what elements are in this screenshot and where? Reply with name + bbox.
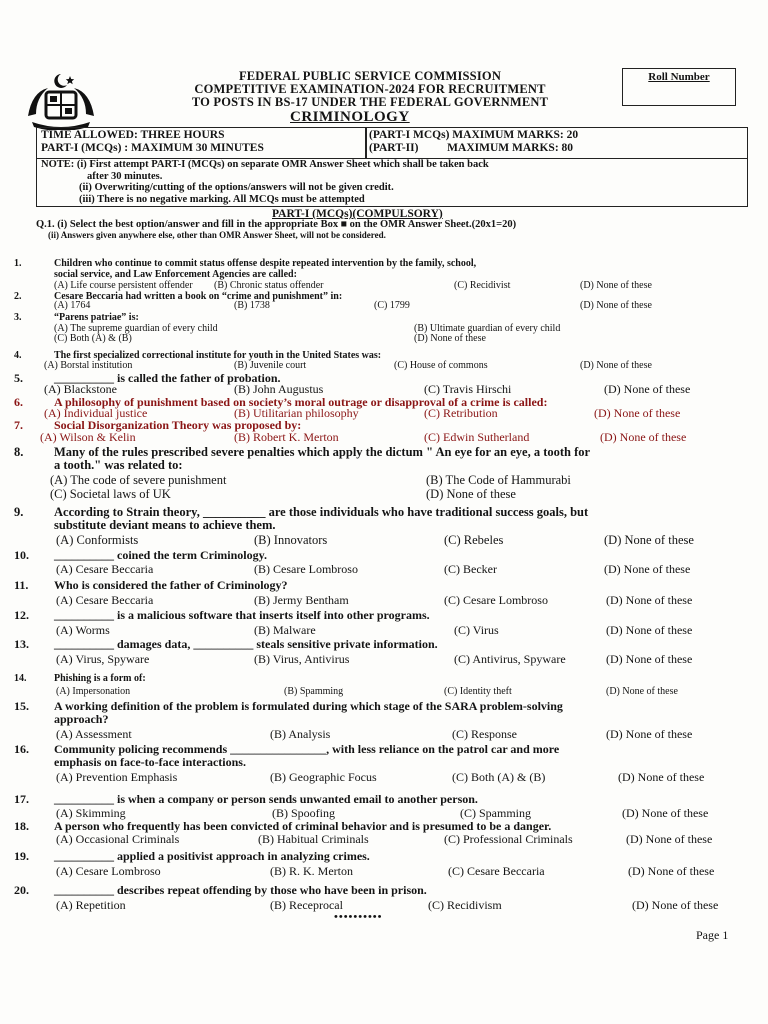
question-stem-line: Children who continue to commit status offense despite repeated intervention by the family, school, — [54, 258, 477, 269]
option-b: (B) Ultimate guardian of every child — [414, 323, 561, 334]
option-d: (D) None of these — [618, 770, 705, 784]
page-number: Page 1 — [696, 928, 729, 942]
option-a: (A) Prevention Emphasis — [56, 770, 178, 784]
question-number: 2. — [14, 291, 22, 302]
question-stem-line: The first specialized correctional institute for youth in the United States was: — [54, 350, 382, 361]
question-stem-line: Many of the rules prescribed severe penalties which apply the dictum " An eye for an eye, a tooth for — [54, 445, 591, 459]
time-allowed: TIME ALLOWED: THREE HOURS — [41, 129, 225, 141]
option-d: (D) None of these — [580, 280, 652, 291]
header-line-3: TO POSTS IN BS-17 UNDER THE FEDERAL GOVERNMENT — [191, 95, 549, 109]
question-stem — [54, 884, 759, 897]
question-number: 18. — [14, 819, 29, 833]
question-stem-line: Community policing recommends ________________, with less reliance on the patrol car and more — [54, 742, 560, 756]
option-a: (A) Impersonation — [56, 686, 131, 697]
option-b: (B) Juvenile court — [234, 360, 307, 371]
option-b: (B) Spamming — [284, 686, 344, 697]
question-stem-line: emphasis on face-to-face interactions. — [54, 755, 246, 769]
option-a: (A) Blackstone — [44, 382, 117, 396]
commission-header — [130, 70, 610, 109]
option-a: (A) Cesare Lombroso — [56, 864, 161, 878]
question-stem-line: A philosophy of punishment based on society’s moral outrage or disapproval of a crime is called: — [54, 395, 548, 409]
option-b: (B) Spoofing — [272, 806, 335, 820]
question-stem-line: __________ is when a company or person sends unwanted email to another person. — [54, 792, 478, 806]
option-c: (C) Rebeles — [444, 533, 504, 547]
option-b: (B) Chronic status offender — [214, 280, 324, 291]
option-d: (D) None of these — [426, 487, 516, 501]
question-stem-line: __________ coined the term Criminology. — [54, 548, 267, 562]
question-stem-line: Social Disorganization Theory was proposed by: — [54, 418, 302, 432]
option-d: (D) None of these — [632, 898, 719, 912]
option-a: (A) The code of severe punishment — [50, 473, 227, 487]
question-stem-line: “Parens patriae” is: — [54, 312, 139, 323]
question-stem-line: __________ applied a positivist approach in analyzing crimes. — [54, 849, 370, 863]
subject-title: CRIMINOLOGY — [290, 109, 410, 125]
question-stem — [54, 549, 759, 562]
exam-info-box — [36, 127, 748, 207]
option-b: (B) 1738 — [234, 300, 270, 311]
option-a: (A) Individual justice — [44, 406, 148, 420]
question-number: 17. — [14, 792, 29, 806]
question-number: 12. — [14, 608, 29, 622]
question-stem — [54, 258, 759, 280]
question-stem — [54, 743, 759, 769]
option-d: (D) None of these — [604, 533, 694, 547]
option-d: (D) None of these — [628, 864, 715, 878]
question-number: 15. — [14, 699, 29, 713]
option-c: (C) Recidivist — [454, 280, 511, 291]
question-number: 9. — [14, 505, 24, 519]
part2-marks: (PART-II) MAXIMUM MARKS: 80 — [369, 142, 574, 154]
header-line-2: COMPETITIVE EXAMINATION-2024 FOR RECRUITMENT — [194, 82, 546, 96]
q1-instructions — [36, 216, 756, 241]
question-stem-line: Cesare Beccaria had written a book on “crime and punishment” in: — [54, 291, 343, 302]
question-stem — [54, 700, 759, 726]
question-stem-line: Who is considered the father of Criminology? — [54, 578, 288, 592]
option-c: (C) Identity theft — [444, 686, 512, 697]
q1-line-2: (ii) Answers given anywhere else, other than OMR Answer Sheet, will not be considered. — [48, 230, 386, 240]
question-number: 14. — [14, 673, 27, 684]
question-number: 8. — [14, 445, 24, 459]
option-a: (A) Repetition — [56, 898, 126, 912]
option-b: (B) Analysis — [270, 727, 331, 741]
option-d: (D) None of these — [606, 727, 693, 741]
question-stem-line: __________ is a malicious software that inserts itself into other programs. — [54, 608, 430, 622]
question-stem — [54, 850, 759, 863]
option-a: (A) Occasional Criminals — [56, 832, 180, 846]
option-a: (A) Cesare Beccaria — [56, 593, 154, 607]
question-stem-line: a tooth." was related to: — [54, 458, 183, 472]
option-b: (B) Habitual Criminals — [258, 832, 369, 846]
option-b: (B) The Code of Hammurabi — [426, 473, 571, 487]
question-stem-line: A working definition of the problem is formulated during which stage of the SARA problem-solving — [54, 699, 563, 713]
part1-marks: (PART-I MCQs) MAXIMUM MARKS: 20 — [369, 129, 579, 141]
option-b: (B) Robert K. Merton — [234, 430, 339, 444]
option-b: (B) R. K. Merton — [270, 864, 353, 878]
question-stem — [54, 446, 759, 472]
question-number: 11. — [14, 578, 29, 592]
option-d: (D) None of these — [604, 562, 691, 576]
option-c: (C) Both (A) & (B) — [54, 333, 132, 344]
question-number: 16. — [14, 742, 29, 756]
part1-time: PART-I (MCQs) : MAXIMUM 30 MINUTES — [41, 142, 264, 154]
option-d: (D) None of these — [622, 806, 709, 820]
option-c: (C) Spamming — [460, 806, 531, 820]
option-c: (C) Cesare Lombroso — [444, 593, 548, 607]
option-b: (B) Jermy Bentham — [254, 593, 349, 607]
question-number: 20. — [14, 883, 29, 897]
question-stem — [54, 673, 759, 684]
option-c: (C) Becker — [444, 562, 497, 576]
option-b: (B) Virus, Antivirus — [254, 652, 350, 666]
question-stem-line: substitute deviant means to achieve them. — [54, 518, 276, 532]
question-stem-line: __________ describes repeat offending by those who have been in prison. — [54, 883, 427, 897]
header-line-1: FEDERAL PUBLIC SERVICE COMMISSION — [238, 69, 502, 83]
question-stem — [54, 609, 759, 622]
option-d: (D) None of these — [606, 623, 693, 637]
option-d: (D) None of these — [580, 360, 652, 371]
note-i: NOTE: (i) First attempt PART-I (MCQs) on separate OMR Answer Sheet which shall be taken back — [41, 159, 489, 170]
option-a: (A) Cesare Beccaria — [56, 562, 154, 576]
question-stem-line: Phishing is a form of: — [54, 673, 146, 684]
option-a: (A) Virus, Spyware — [56, 652, 150, 666]
option-c: (C) Retribution — [424, 406, 498, 420]
option-b: (B) Geographic Focus — [270, 770, 377, 784]
question-number: 5. — [14, 371, 23, 385]
instructions-note — [41, 159, 741, 205]
option-d: (D) None of these — [606, 593, 693, 607]
q1-line-1: Q.1. (i) Select the best option/answer and fill in the appropriate Box ■ on the OMR Answer Sheet.(20x1=20) — [36, 219, 517, 230]
option-c: (C) Both (A) & (B) — [452, 770, 546, 784]
option-c: (C) Virus — [454, 623, 499, 637]
option-d: (D) None of these — [606, 686, 678, 697]
question-number: 1. — [14, 258, 22, 269]
option-b: (B) John Augustus — [234, 382, 324, 396]
option-a: (A) The supreme guardian of every child — [54, 323, 218, 334]
option-c: (C) Societal laws of UK — [50, 487, 171, 501]
note-iii: (iii) There is no negative marking. All MCQs must be attempted — [79, 193, 365, 205]
government-emblem-icon — [22, 72, 100, 130]
option-d: (D) None of these — [600, 430, 687, 444]
option-a: (A) Skimming — [56, 806, 126, 820]
question-number: 4. — [14, 350, 22, 361]
question-number: 7. — [14, 418, 23, 432]
note-i-cont: after 30 minutes. — [87, 170, 163, 182]
part-heading: PART-I (MCQs)(COMPULSORY) — [272, 208, 443, 220]
question-stem-line: __________ damages data, __________ steals sensitive private information. — [54, 637, 438, 651]
option-a: (A) Life course persistent offender — [54, 280, 193, 291]
option-b: (B) Malware — [254, 623, 316, 637]
option-b: (B) Receprocal — [270, 898, 343, 912]
option-c: (C) Recidivism — [428, 898, 502, 912]
option-d: (D) None of these — [606, 652, 693, 666]
question-stem-line: According to Strain theory, __________ are those individuals who have traditional success goals, but — [54, 505, 589, 519]
option-d: (D) None of these — [580, 300, 652, 311]
option-a: (A) Wilson & Kelin — [40, 430, 136, 444]
question-stem-line: __________ is called the father of probation. — [54, 371, 281, 385]
roll-number-label: Roll Number — [648, 71, 710, 83]
option-a: (A) Worms — [56, 623, 110, 637]
option-c: (C) Travis Hirschi — [424, 382, 512, 396]
option-c: (C) Edwin Sutherland — [424, 430, 530, 444]
roll-number-box[interactable] — [622, 68, 736, 106]
option-b: (B) Cesare Lombroso — [254, 562, 358, 576]
option-a: (A) Conformists — [56, 533, 139, 547]
question-stem-line: A person who frequently has been convicted of criminal behavior and is presumed to be a danger. — [54, 819, 552, 833]
option-c: (C) Professional Criminals — [444, 832, 573, 846]
option-c: (C) Response — [452, 727, 517, 741]
option-b: (B) Utilitarian philosophy — [234, 406, 359, 420]
question-stem-line: social service, and Law Enforcement Agencies are called: — [54, 269, 297, 280]
question-stem — [54, 506, 759, 532]
question-number: 10. — [14, 548, 29, 562]
question-stem — [54, 312, 759, 323]
end-marker: •••••••••• — [334, 911, 383, 923]
question-number: 19. — [14, 849, 29, 863]
option-b: (B) Innovators — [254, 533, 328, 547]
question-stem — [54, 793, 759, 806]
option-d: (D) None of these — [626, 832, 713, 846]
question-stem — [54, 638, 759, 651]
question-number: 3. — [14, 312, 22, 323]
option-d: (D) None of these — [414, 333, 486, 344]
option-a: (A) Borstal institution — [44, 360, 133, 371]
option-c: (C) House of commons — [394, 360, 488, 371]
note-ii: (ii) Overwriting/cutting of the options/answers will not be given credit. — [79, 182, 394, 193]
question-number: 13. — [14, 637, 29, 651]
question-stem — [54, 579, 759, 592]
option-c: (C) Cesare Beccaria — [448, 864, 545, 878]
option-c: (C) 1799 — [374, 300, 410, 311]
option-c: (C) Antivirus, Spyware — [454, 652, 566, 666]
option-a: (A) 1764 — [54, 300, 91, 311]
option-d: (D) None of these — [594, 406, 681, 420]
question-number: 6. — [14, 395, 23, 409]
option-d: (D) None of these — [604, 382, 691, 396]
option-a: (A) Assessment — [56, 727, 132, 741]
question-stem-line: approach? — [54, 712, 109, 726]
